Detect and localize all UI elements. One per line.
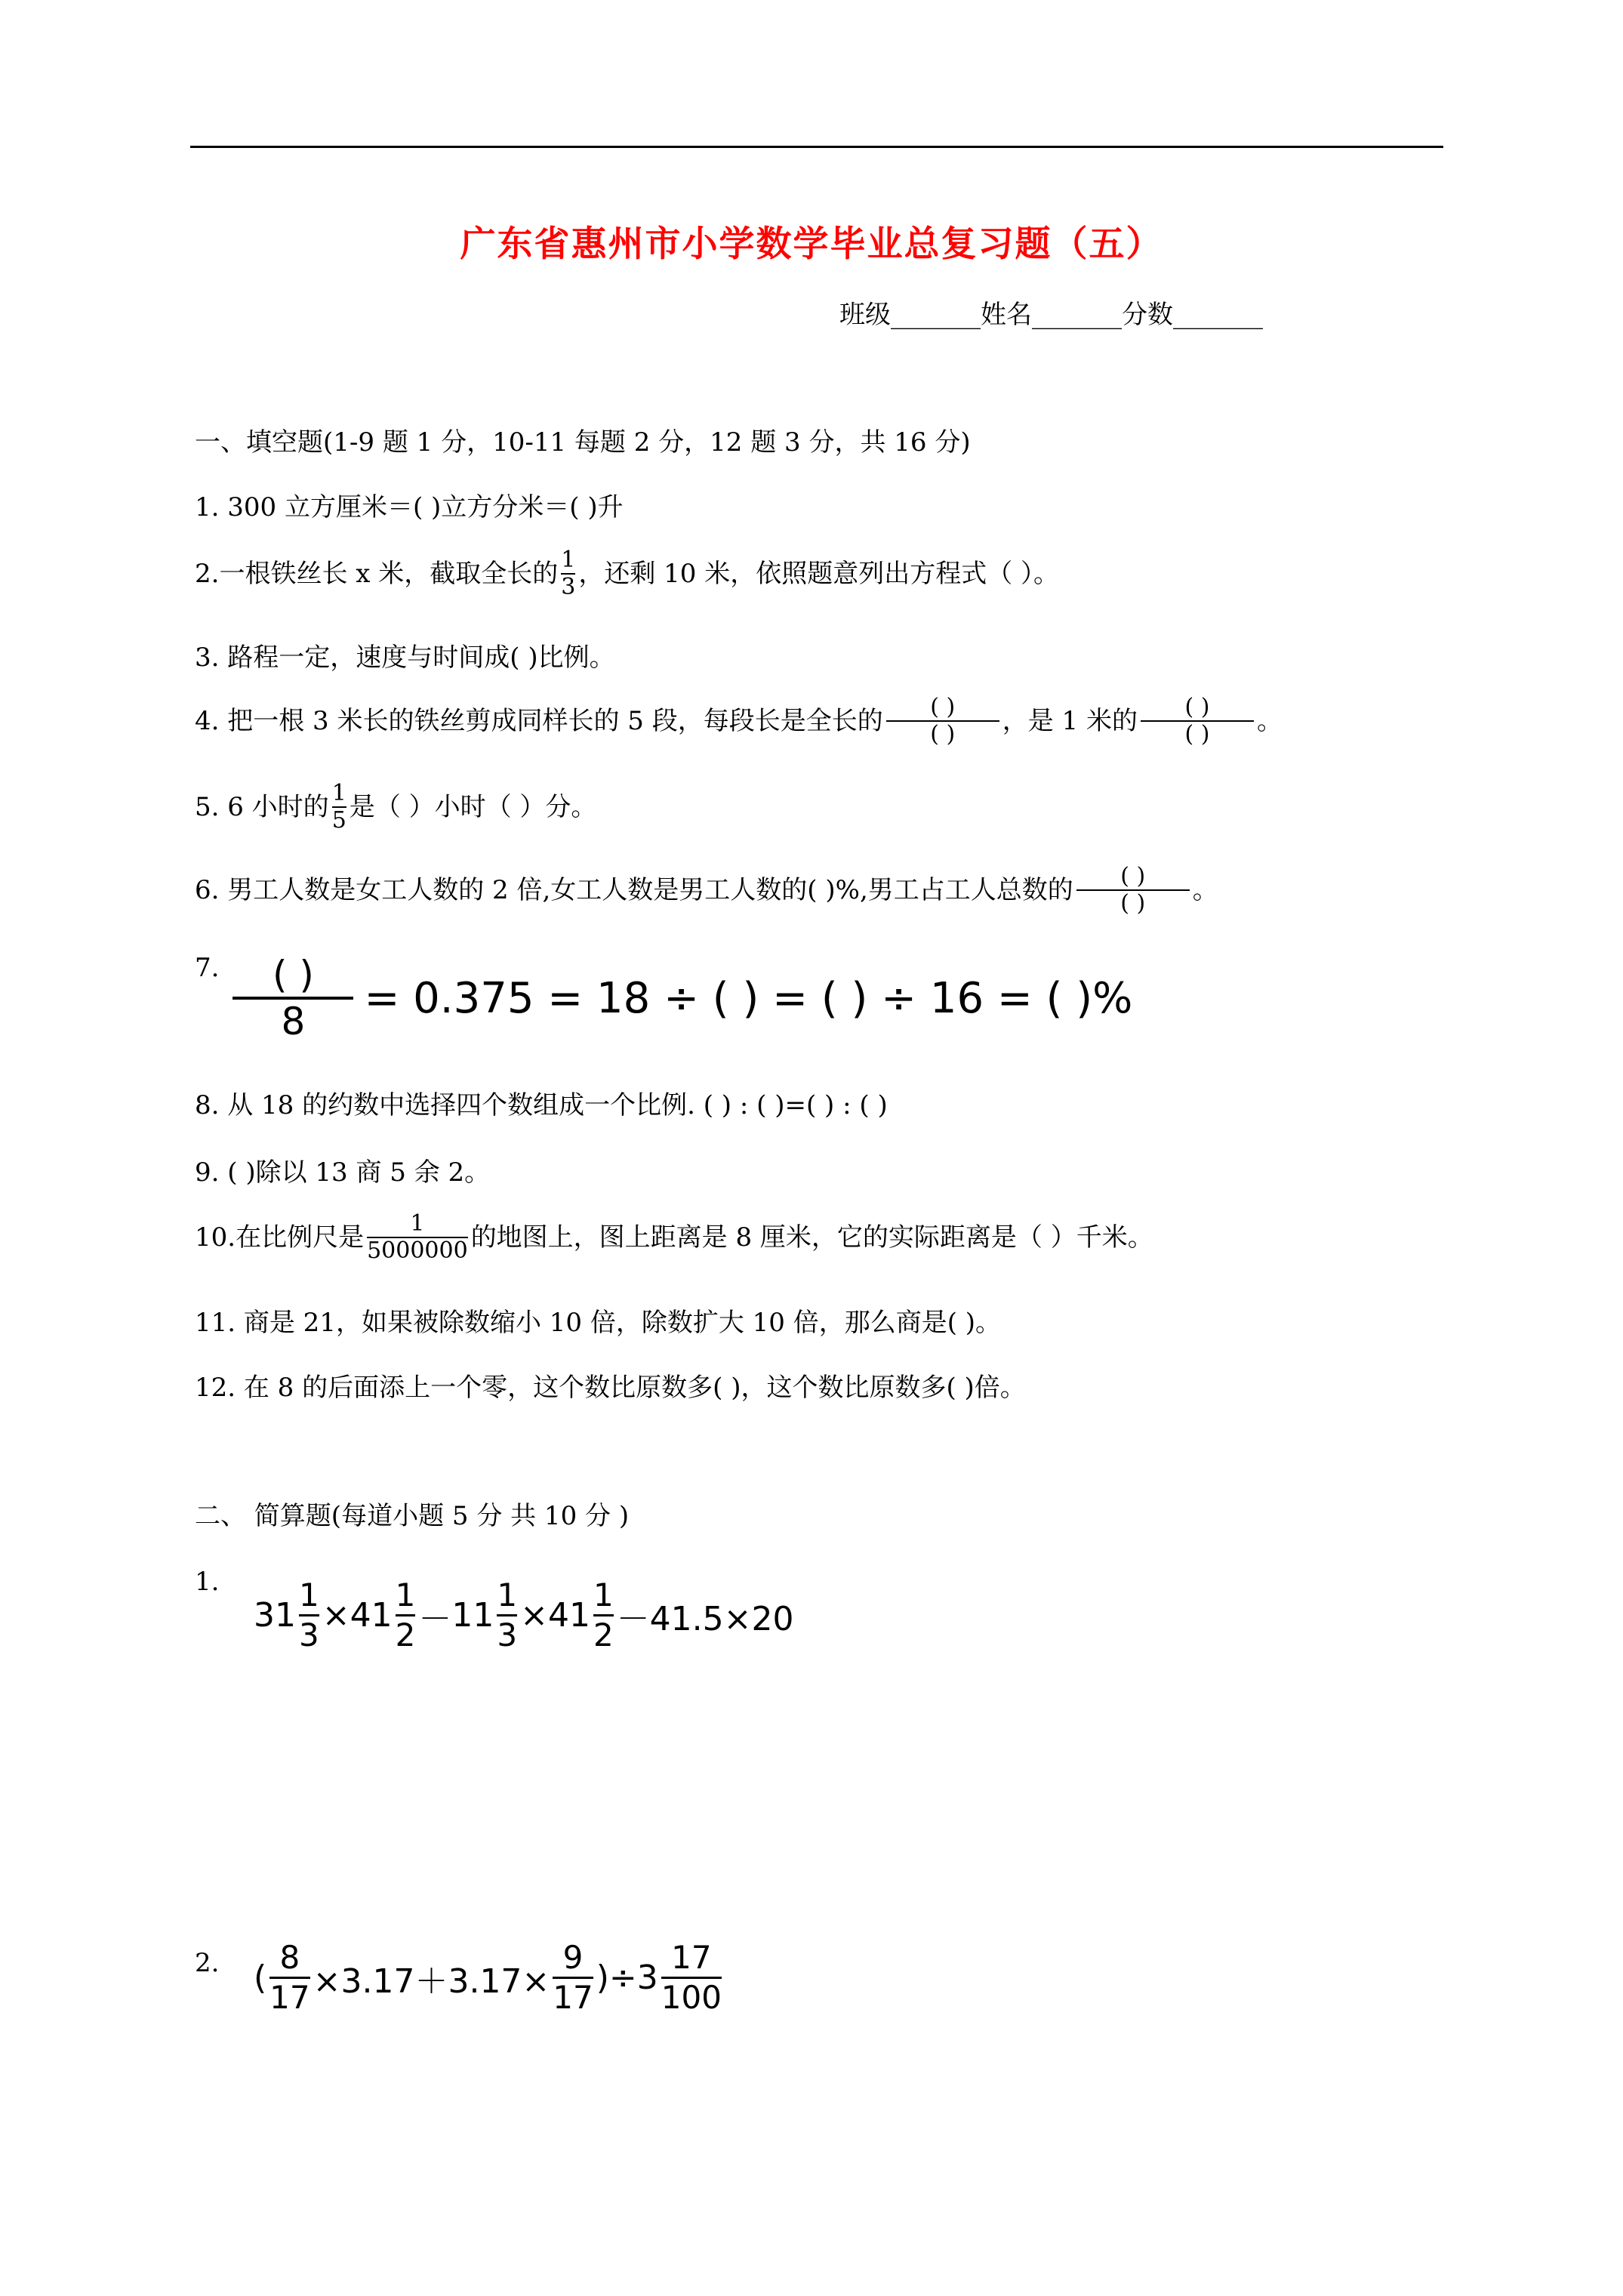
question-7-equation: = 0.375 = 18 ÷ ( ) = ( ) ÷ 16 = ( )% <box>364 973 1133 1023</box>
question-6-blank-fraction <box>1076 864 1190 917</box>
operator: － <box>418 1599 452 1638</box>
fraction-denominator: 3 <box>561 574 576 600</box>
question-4-text-pre: 4. 把一根 3 米长的铁丝剪成同样长的 5 段，每段长是全长的 <box>195 706 883 736</box>
question-12: 12. 在 8 的后面添上一个零，这个数比原数多( )，这个数比原数多( )倍。 <box>195 1373 1026 1403</box>
fraction-c <box>661 1939 722 2017</box>
question-4-blank-fraction-1 <box>886 695 999 747</box>
question-10 <box>195 1211 1153 1264</box>
question-7-label: 7. <box>195 953 220 983</box>
fraction-numerator: 1 <box>299 1576 319 1613</box>
page-title: 广东省惠州市小学数学毕业总复习题（五） <box>460 223 1163 265</box>
fraction-denominator: ( ) <box>1184 721 1210 747</box>
mixed-fraction <box>593 1576 614 1654</box>
mixed-fraction <box>299 1576 319 1654</box>
mixed-fraction <box>497 1576 517 1654</box>
question-2 <box>195 547 1059 600</box>
fraction-numerator: ( ) <box>272 953 314 997</box>
question-8: 8. 从 18 的约数中选择四个数组成一个比例. ( ) : ( )=( ) : ( ) <box>195 1090 888 1120</box>
problem-2-expression <box>254 1939 725 2017</box>
operator: × <box>322 1596 350 1635</box>
fraction-b <box>553 1939 593 2017</box>
question-7 <box>195 953 1132 1043</box>
operator: × <box>520 1596 548 1635</box>
question-2-fraction <box>561 547 575 600</box>
open-paren: ( <box>254 1959 267 1997</box>
problem-1-label: 1. <box>195 1567 220 1597</box>
fraction-denominator: 17 <box>553 1979 593 2016</box>
fraction-a <box>269 1939 310 2017</box>
mixed-whole: 31 <box>254 1596 296 1635</box>
question-4-text-mid: ，是 1 米的 <box>1002 706 1138 736</box>
fraction-denominator: ( ) <box>930 721 956 747</box>
fraction-numerator: 9 <box>562 1939 584 1976</box>
fraction-denominator: ( ) <box>1120 890 1146 917</box>
question-10-text-pre: 10.在比例尺是 <box>195 1222 365 1253</box>
fraction-denominator: 3 <box>299 1616 319 1653</box>
header-fields: 班级_______姓名_______分数_______ <box>839 300 1263 330</box>
fraction-numerator: 17 <box>671 1939 712 1976</box>
fraction-denominator: 3 <box>497 1616 518 1653</box>
expression-close: )÷3 <box>596 1959 658 1997</box>
question-6-text-pre: 6. 男工人数是女工人数的 2 倍,女工人数是男工人数的( )%,男工占工人总数的 <box>195 875 1073 905</box>
fraction-numerator: 1 <box>497 1576 518 1613</box>
question-4-text-end: 。 <box>1257 706 1283 736</box>
question-6-text-end: 。 <box>1192 875 1218 905</box>
question-2-text-post: ，还剩 10 米，依照题意列出方程式（ ）。 <box>578 559 1060 589</box>
question-5-text-pre: 5. 6 小时的 <box>195 792 329 822</box>
fraction-numerator: ( ) <box>1120 863 1146 889</box>
fraction-denominator: 100 <box>661 1979 722 2016</box>
fraction-denominator: 2 <box>593 1616 614 1653</box>
question-2-text-pre: 2.一根铁丝长 x 米，截取全长的 <box>195 559 559 589</box>
fraction-denominator: 8 <box>281 1000 306 1043</box>
problem-1-expression <box>254 1576 794 1654</box>
fraction-numerator: 1 <box>593 1576 614 1613</box>
fraction-numerator: 1 <box>410 1210 425 1237</box>
fraction-numerator: ( ) <box>1184 694 1210 720</box>
question-11: 11. 商是 21，如果被除数缩小 10 倍，除数扩大 10 倍，那么商是( )。 <box>195 1308 1002 1338</box>
mixed-fraction <box>396 1576 416 1654</box>
question-10-scale-fraction <box>367 1211 468 1264</box>
question-7-fraction <box>233 953 353 1043</box>
mixed-whole: 11 <box>451 1596 494 1635</box>
question-5-text-post: 是（ ）小时（ ）分。 <box>349 792 597 822</box>
question-6 <box>195 864 1218 917</box>
problem-2-label: 2. <box>195 1948 220 1978</box>
fraction-numerator: ( ) <box>930 694 956 720</box>
question-5-fraction <box>332 781 346 834</box>
section1-heading: 一、填空题(1-9 题 1 分，10-11 每题 2 分，12 题 3 分，共 16 分) <box>195 427 971 458</box>
expression-tail: －41.5×20 <box>616 1599 794 1638</box>
section2-heading: 二、 简算题(每道小题 5 分 共 10 分 ) <box>195 1501 630 1531</box>
fraction-denominator: 5000000 <box>367 1237 468 1264</box>
top-rule <box>190 146 1443 148</box>
fraction-numerator: 1 <box>395 1576 416 1613</box>
question-4-blank-fraction-2 <box>1141 695 1254 747</box>
fraction-numerator: 1 <box>331 780 346 806</box>
fraction-denominator: 5 <box>331 807 346 834</box>
question-10-text-post: 的地图上，图上距离是 8 厘米，它的实际距离是（ ）千米。 <box>470 1222 1153 1253</box>
question-9: 9. ( )除以 13 商 5 余 2。 <box>195 1157 491 1188</box>
fraction-denominator: 17 <box>269 1979 310 2016</box>
question-5 <box>195 781 596 834</box>
question-3: 3. 路程一定，速度与时间成( )比例。 <box>195 643 615 673</box>
mixed-whole: 41 <box>350 1596 393 1635</box>
fraction-numerator: 8 <box>279 1939 300 1976</box>
question-4 <box>195 695 1283 747</box>
mixed-whole: 41 <box>547 1596 590 1635</box>
expression-middle: ×3.17＋3.17× <box>313 1962 550 2001</box>
fraction-denominator: 2 <box>395 1616 416 1653</box>
question-1: 1. 300 立方厘米＝( )立方分米＝( )升 <box>195 492 624 522</box>
fraction-numerator: 1 <box>561 547 576 573</box>
